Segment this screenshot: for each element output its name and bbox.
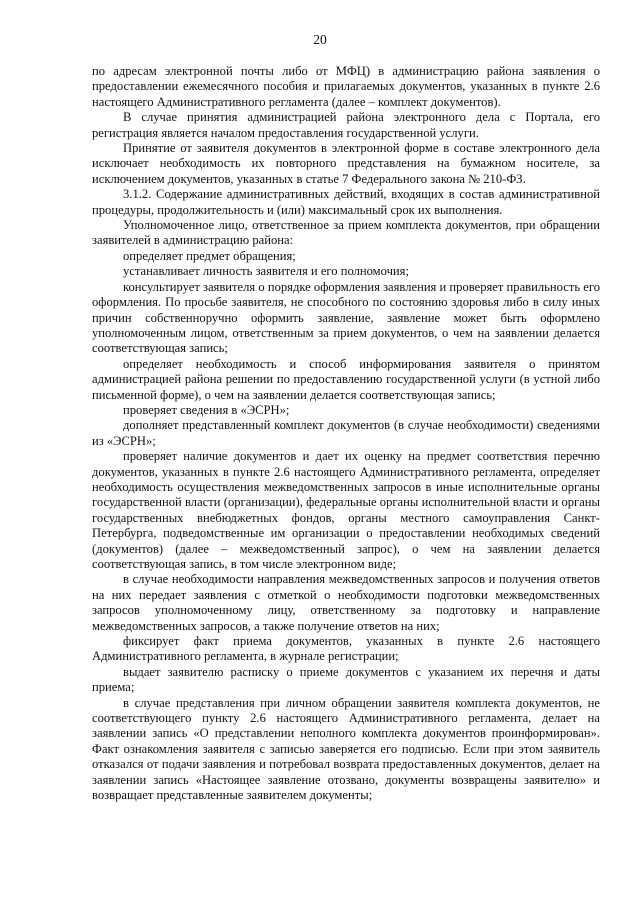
paragraph: выдает заявителю расписку о приеме документов с указанием их перечня и даты приема; — [92, 664, 600, 695]
paragraph: в случае представления при личном обращении заявителя комплекта документов, не соответствующего пункту 2.6 настоящего Административного регламента, делает на заявлении запись «О представлении неполного комплекта документов проинформирован». Факт ознакомления заявителя с записью заверяется его подписью. Если при этом заявитель отказался от подачи заявления и потребовал возврата предоставленных документов, делает на заявлении запись «Настоящее заявление отозвано, документы возвращены заявителю» и возвращает представленные заявителем документы; — [92, 695, 600, 803]
paragraph: в случае необходимости направления межведомственных запросов и получения ответов на них передает заявления с отметкой о необходимости подготовки межведомственных запросов уполномоченному лицу, ответственному за подготовку и направление межведомственных запросов, а также получение ответов на них; — [92, 572, 600, 633]
paragraph: 3.1.2. Содержание административных действий, входящих в состав административной процедуры, продолжительность и (или) максимальный срок их выполнения. — [92, 187, 600, 217]
paragraph: консультирует заявителя о порядке оформления заявления и проверяет правильность его оформления. По просьбе заявителя, не способного по состоянию здоровья либо в силу иных причин собственноручно оформить заявление, заявление может быть оформлено уполномоченным лицом, ответственным за прием документов, о чем на заявлении делается соответствующая запись; — [92, 279, 600, 356]
paragraph: по адресам электронной почты либо от МФЦ) в администрацию района заявления о предоставлении ежемесячного пособия и прилагаемых документов, указанных в пункте 2.6 настоящего Административного регламента (далее – комплект документов). — [92, 64, 600, 109]
paragraph: проверяет наличие документов и дает их оценку на предмет соответствия перечню документов, указанных в пункте 2.6 настоящего Административного регламента, определяет необходимость осуществления межведомственных запросов в иные исполнительные органы государственной власти (организации), федеральные органы исполнительной власти и органы государственных внебюджетных фондов, органы местного самоуправления Санкт-Петербурга, подведомственные им организации о предоставлении необходимых сведений (документов) (далее – межведомственный запрос), о чем на заявлении делается соответствующая запись, в том числе электронном виде; — [92, 449, 600, 571]
paragraph: дополняет представленный комплект документов (в случае необходимости) сведениями из «ЭСРН»; — [92, 418, 600, 448]
paragraph: устанавливает личность заявителя и его полномочия; — [123, 264, 409, 279]
page-number: 20 — [313, 32, 327, 47]
paragraph: проверяет сведения в «ЭСРН»; — [123, 402, 290, 417]
paragraph: Уполномоченное лицо, ответственное за прием комплекта документов, при обращении заявителей в администрацию района: — [92, 218, 600, 248]
paragraph: В случае принятия администрацией района электронного дела с Портала, его регистрация является началом предоставления государственной услуги. — [92, 110, 600, 140]
paragraph: фиксирует факт приема документов, указанных в пункте 2.6 настоящего Административного регламента, в журнале регистрации; — [92, 634, 600, 664]
document-body — [92, 64, 600, 804]
paragraph: определяет необходимость и способ информирования заявителя о принятом администрацией района решении по предоставлению государственной услуги (в устной либо письменной форме), о чем на заявлении делается соответствующая запись; — [92, 356, 600, 402]
paragraph: определяет предмет обращения; — [123, 248, 296, 263]
paragraph: Принятие от заявителя документов в электронной форме в составе электронного дела исключает необходимость их повторного представления на бумажном носителе, за исключением документов, указанных в статье 7 Федерального закона № 210-ФЗ. — [92, 141, 600, 186]
